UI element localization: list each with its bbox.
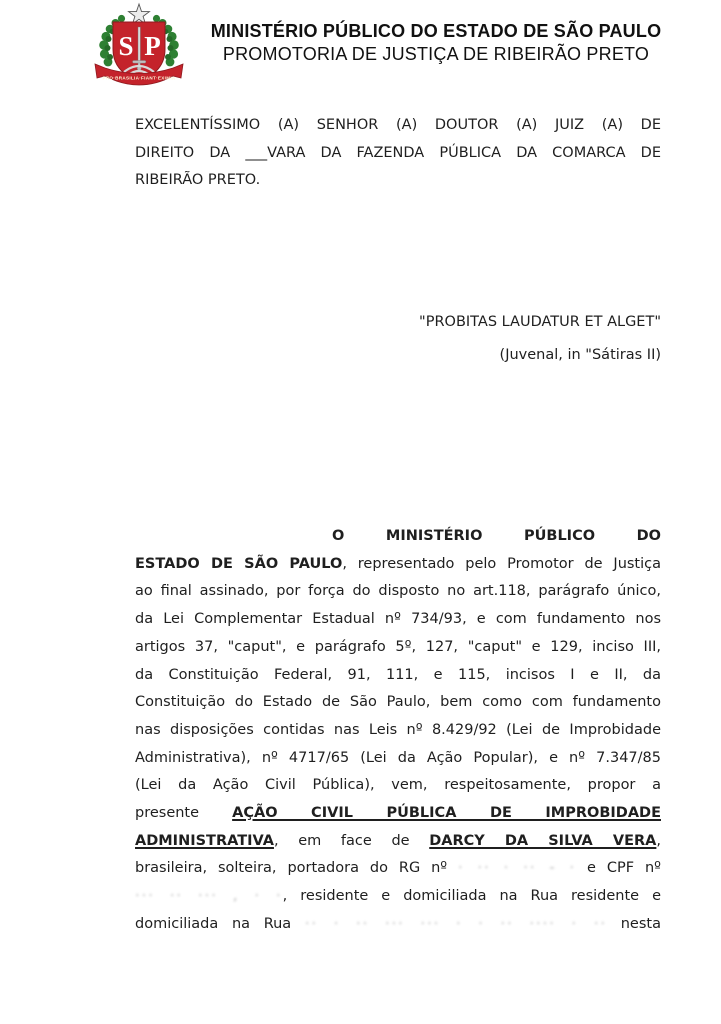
text-segment: presente: [135, 805, 233, 822]
text-segment: nesta: [607, 915, 661, 932]
epigraph-block: [135, 306, 661, 372]
text-segment: , residente e domiciliada na Rua residente e: [282, 888, 662, 905]
redacted-text: ·· · ·· ··· ··· · · ·· ···· · ··: [304, 915, 608, 932]
text-segment: RIBEIRÃO PRETO.: [135, 172, 261, 189]
text-segment: , representado pelo Promotor de Justiça: [342, 555, 662, 572]
text-line: [135, 855, 661, 883]
text-segment: e CPF nº: [576, 860, 661, 877]
text-segment: Constituição do Estado de São Paulo, bem como com fundamento: [135, 694, 661, 711]
text-segment: Administrativa), nº 4717/65 (Lei da Ação Popular), e nº 7.347/85: [135, 749, 661, 766]
text-segment: ESTADO DE SÃO PAULO: [135, 555, 343, 572]
addressee-block: [135, 112, 661, 195]
sao-paulo-coat-of-arms-logo: [91, 2, 187, 96]
epigraph-attribution: (Juvenal, in "Sátiras II): [499, 347, 661, 363]
text-line: [135, 523, 661, 551]
text-line: [135, 772, 661, 800]
text-segment: da Lei Complementar Estadual nº 734/93, e com fundamento nos: [135, 611, 661, 628]
text-segment: DIREITO DA ___VARA DA FAZENDA PÚBLICA DA COMARCA DE: [135, 144, 661, 161]
text-line: [135, 662, 661, 690]
text-line: [135, 578, 661, 606]
text-segment: nas disposições contidas nas Leis nº 8.429/92 (Lei de Improbidade: [135, 721, 661, 738]
text-line: [135, 112, 661, 140]
text-segment: EXCELENTÍSSIMO (A) SENHOR (A) DOUTOR (A) JUIZ (A) DE: [135, 117, 661, 133]
epigraph-quote: "PROBITAS LAUDATUR ET ALGET": [419, 314, 661, 330]
text-segment: domiciliada na Rua: [135, 915, 305, 932]
text-line: [135, 800, 661, 828]
text-segment: da Constituição Federal, 91, 111, e 115, incisos I e II, da: [135, 666, 661, 683]
text-line: [135, 745, 661, 773]
motto-text: PRO·BRASILIA·FIANT·EXIMIA: [102, 75, 176, 81]
text-segment: , em face de: [273, 832, 430, 849]
text-segment: O MINISTÉRIO PÚBLICO DO: [332, 528, 661, 544]
letter-p: P: [144, 31, 161, 61]
text-segment: ,: [656, 832, 661, 849]
text-segment: ADMINISTRATIVA: [135, 832, 274, 849]
text-line: [135, 689, 661, 717]
text-segment: (Lei da Ação Civil Pública), vem, respeitosamente, propor a: [135, 777, 661, 794]
text-line: [135, 883, 661, 911]
text-segment: AÇÃO CIVIL PÚBLICA DE IMPROBIDADE: [232, 805, 661, 822]
text-segment: ao final assinado, por força do disposto no art.118, parágrafo único,: [135, 583, 661, 600]
text-line: [135, 140, 661, 168]
org-header: [190, 20, 682, 65]
text-line: [135, 551, 661, 579]
org-department: PROMOTORIA DE JUSTIÇA DE RIBEIRÃO PRETO: [222, 43, 650, 64]
text-segment: artigos 37, "caput", e parágrafo 5º, 127, "caput" e 129, inciso III,: [135, 638, 661, 655]
text-line: [135, 717, 661, 745]
text-segment: brasileira, solteira, portadora do RG nº: [135, 860, 459, 877]
text-line: [135, 828, 661, 856]
org-name: MINISTÉRIO PÚBLICO DO ESTADO DE SÃO PAULO: [210, 21, 662, 41]
star-icon: [129, 4, 150, 24]
letter-s: S: [118, 31, 134, 61]
redacted-text: ··· ·· ··· , · ·: [135, 888, 283, 905]
text-segment: DARCY DA SILVA VERA: [429, 832, 657, 849]
text-line: [135, 167, 661, 195]
redacted-text: · ·· · ·· - ·: [458, 860, 577, 877]
text-line: [135, 606, 661, 634]
petition-body: [135, 523, 661, 939]
text-line: [135, 634, 661, 662]
text-line: [135, 911, 661, 939]
